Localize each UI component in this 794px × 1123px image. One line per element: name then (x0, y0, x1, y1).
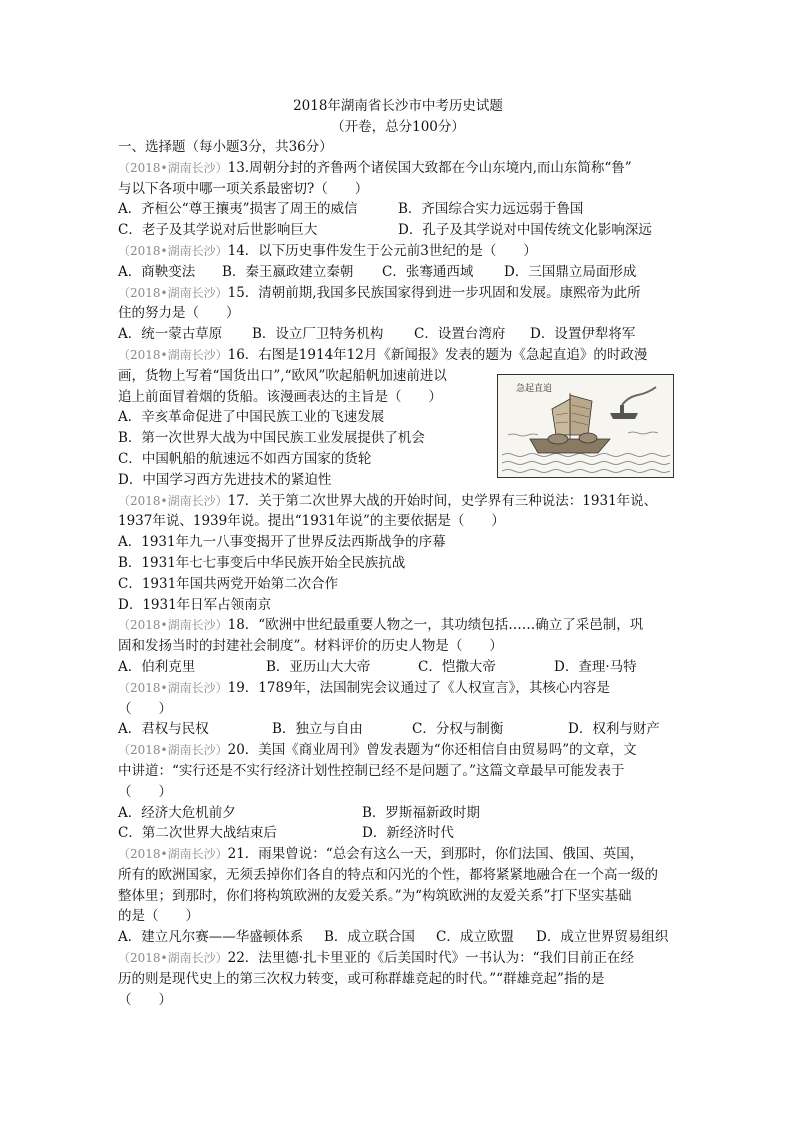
question-source: （2018•湖南长沙） (118, 347, 228, 362)
question-text: 22．法里德·扎卡里亚的《后美国时代》一书认为：“我们目前正在经 (227, 950, 634, 967)
option-a: A．经济大危机前夕 (118, 804, 236, 821)
option-a: A．统一蒙古草原 (118, 326, 223, 343)
question-source: （2018•湖南长沙） (118, 743, 228, 758)
question-13 (118, 158, 678, 241)
section-heading: 一、选择题（每小题3分，共36分） (118, 139, 333, 155)
question-text: 固和发扬当时的封建社会制度”。材料评价的历史人物是（ ） (118, 638, 503, 655)
question-text: 住的努力是（ ） (118, 305, 240, 322)
option-d: D．孔子及其学说对中国传统文化影响深远 (398, 222, 652, 239)
option-b: B．第一次世界大战为中国民族工业发展提供了机会 (118, 430, 425, 447)
question-text: 的是（ ） (118, 908, 199, 925)
question-text: 13.周朝分封的齐鲁两个诸侯国大致都在今山东境内,而山东简称“鲁” (227, 159, 632, 176)
question-14 (118, 241, 678, 283)
cartoon-image (497, 374, 674, 478)
question-17 (118, 491, 678, 616)
exam-page (118, 96, 678, 1010)
option-d: D．设置伊犁将军 (530, 326, 636, 343)
question-text: 所有的欧洲国家，无须丢掉你们各自的特点和闪光的个性，都将紧紧地融合在一个高一级的 (118, 866, 658, 883)
option-b: B．设立厂卫特务机构 (252, 326, 384, 343)
option-a: A．齐桓公“尊王攘夷”损害了周王的威信 (118, 201, 358, 218)
question-text: 15．清朝前期,我国多民族国家得到进一步巩固和发展。康熙帝为此所 (227, 284, 641, 301)
question-source: （2018•湖南长沙） (118, 951, 228, 966)
question-text: 19．1789年，法国制宪会议通过了《人权宣言》，其核心内容是 (227, 679, 610, 696)
question-text: 17．关于第二次世界大战的开始时间，史学界有三种说法：1931年说、 (227, 492, 658, 509)
question-text: 14．以下历史事件发生于公元前3世纪的是（ ） (227, 242, 537, 259)
question-text: （ ） (118, 991, 172, 1008)
option-c: C．中国帆船的航速远不如西方国家的货轮 (118, 450, 372, 467)
option-a: A．建立凡尔赛——华盛顿体系 (118, 929, 304, 946)
question-18 (118, 615, 678, 677)
option-b: B．成立联合国 (324, 929, 415, 946)
option-d: D．中国学习西方先进技术的紧迫性 (118, 471, 332, 488)
question-text: 整体里；到那时，你们将构筑欧洲的友爱关系。”为“构筑欧洲的友爱关系”打下坚实基础 (118, 887, 632, 904)
option-d: D．查理·马特 (554, 658, 637, 675)
option-a: A．伯利克里 (118, 658, 196, 675)
question-22 (118, 948, 678, 1010)
question-source: （2018•湖南长沙） (118, 680, 228, 695)
option-d: D．成立世界贸易组织 (536, 929, 669, 946)
option-c: C．1931年国共两党开始第二次合作 (118, 575, 339, 592)
question-15 (118, 283, 678, 345)
option-c: C．老子及其学说对后世影响巨大 (118, 222, 318, 239)
option-d: D．1931年日军占领南京 (118, 596, 272, 613)
question-text: （ ） (118, 700, 172, 717)
question-text: 20．美国《商业周刊》曾发表题为“你还相信自由贸易吗”的文章，文 (227, 742, 637, 759)
option-b: B．罗斯福新政时期 (362, 804, 480, 821)
question-text: 历的则是现代史上的第三次权力转变，或可称群雄竞起的时代。”“群雄竞起”指的是 (118, 970, 605, 987)
option-b: B．独立与自由 (272, 721, 363, 738)
option-c: C．分权与制衡 (412, 721, 504, 738)
question-text: 16．右图是1914年12月《新闻报》发表的题为《急起直追》的时政漫 (227, 346, 648, 363)
question-source: （2018•湖南长沙） (118, 493, 228, 508)
option-c: C．张骞通西域 (382, 263, 474, 280)
option-d: D．三国鼎立局面形成 (504, 263, 637, 280)
option-b: B．齐国综合实力远远弱于鲁国 (398, 201, 584, 218)
question-text: 追上前面冒着烟的货船。该漫画表达的主旨是（ ） (118, 388, 442, 405)
option-d: D．新经济时代 (362, 825, 454, 842)
question-text: 中讲道：“实行还是不实行经济计划性控制已经不是问题了。”这篇文章最早可能发表于 (118, 762, 625, 779)
question-text: （ ） (118, 783, 172, 800)
cartoon-caption: 急起直追 (516, 384, 553, 394)
question-text: 21．雨果曾说：“总会有这么一天，到那时，你们法国、俄国、英国， (227, 846, 644, 863)
question-text: 1937年说、1939年说。提出“1931年说”的主要依据是（ ） (118, 513, 505, 530)
question-source: （2018•湖南长沙） (118, 160, 228, 175)
option-d: D．权利与财产 (568, 721, 660, 738)
option-c: C．恺撒大帝 (418, 658, 496, 675)
exam-subtitle: （开卷，总分100分） (331, 119, 465, 135)
question-source: （2018•湖南长沙） (118, 618, 228, 633)
option-c: C．设置台湾府 (414, 326, 506, 343)
option-b: B．秦王嬴政建立秦朝 (222, 263, 354, 280)
option-c: C．成立欧盟 (436, 929, 514, 946)
option-b: B．1931年七七事变后中华民族开始全民族抗战 (118, 554, 406, 571)
question-text: 画，货物上写着“国货出口”,“欧风”吹起船帆加速前进以 (118, 367, 447, 384)
question-text: 18．“欧洲中世纪最重要人物之一，其功绩包括……确立了采邑制，巩 (227, 617, 644, 634)
option-a: A．辛亥革命促进了中国民族工业的飞速发展 (118, 409, 385, 426)
option-a: A．君权与民权 (118, 721, 209, 738)
option-a: A．商鞅变法 (118, 263, 196, 280)
question-19 (118, 678, 678, 740)
question-source: （2018•湖南长沙） (118, 243, 228, 258)
option-a: A．1931年九一八事变揭开了世界反法西斯战争的序幕 (118, 534, 446, 551)
question-source: （2018•湖南长沙） (118, 285, 228, 300)
question-20 (118, 740, 678, 844)
option-c: C．第二次世界大战结束后 (118, 825, 277, 842)
question-text: 与以下各项中哪一项关系最密切?（ ） (118, 180, 369, 197)
question-21 (118, 844, 678, 948)
exam-title: 2018年湖南省长沙市中考历史试题 (293, 98, 503, 114)
option-b: B．亚历山大大帝 (266, 658, 371, 675)
question-source: （2018•湖南长沙） (118, 847, 228, 862)
